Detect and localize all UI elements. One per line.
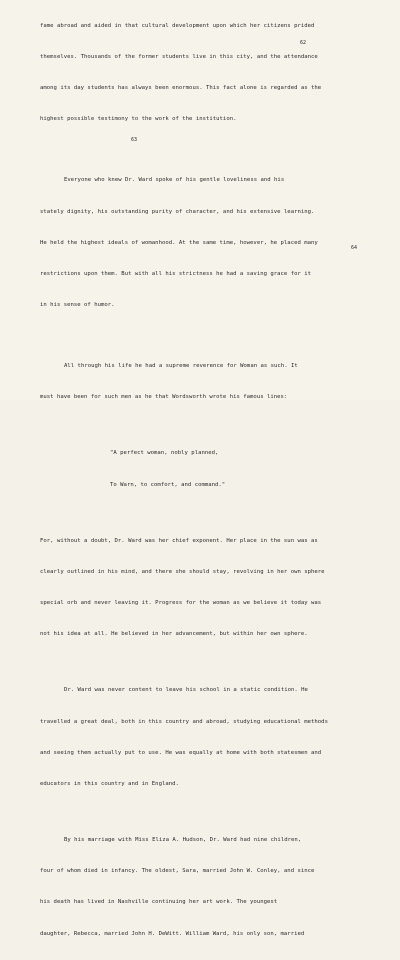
text-line: He held the highest ideals of womanhood. At the same time, however, he placed many	[40, 239, 318, 246]
text-line: restrictions upon them. But with all his strictness he had a saving grace for it	[40, 271, 312, 278]
text-line: must have been for such men as he that Wordsworth wrote his famous lines:	[40, 394, 288, 401]
text-line: fame abroad and aided in that cultural development upon which her citizens prided	[40, 22, 315, 29]
text-line: his death has lived in Nashville continuing her art work. The youngest	[40, 899, 278, 906]
text-line: By his marriage with Miss Eliza A. Hudson, Dr. Ward had nine children,	[64, 836, 302, 843]
quote-line: "A perfect woman, nobly planned,	[110, 450, 219, 457]
quote-line: To Warn, to comfort, and command."	[110, 481, 226, 488]
document-body	[40, 0, 392, 960]
text-line: highest possible testimony to the work of the institution.	[40, 116, 237, 123]
text-line: in his sense of humor.	[40, 302, 115, 309]
text-line: stately dignity, his outstanding purity of character, and his extensive learning.	[40, 208, 315, 215]
text-line: daughter, Rebecca, married John H. DeWitt. William Ward, his only son, married	[40, 930, 305, 937]
text-line: Dr. Ward was never content to leave his school in a static condition. He	[64, 687, 308, 694]
text-line: travelled a great deal, both in this country and abroad, studying educational methods	[40, 718, 328, 725]
text-line: not his idea at all. He believed in her advancement, but within her own sphere.	[40, 631, 308, 638]
text-line: All through his life he had a supreme reverence for Woman as such. It	[64, 363, 298, 370]
text-line: educators in this country and in England.	[40, 780, 179, 787]
text-line: among its day students has always been enormous. This fact alone is regarded as the	[40, 85, 322, 92]
text-line: special orb and never leaving it. Progress for the woman as we believe it today was	[40, 600, 322, 607]
text-line: four of whom died in infancy. The oldest, Sara, married John W. Conley, and since	[40, 868, 315, 875]
footnote-mark: 62	[300, 40, 307, 46]
text-line: For, without a doubt, Dr. Ward was her chief exponent. Her place in the sun was as	[40, 537, 318, 544]
footnote-mark: 64	[351, 245, 358, 251]
text-line: and seeing them actually put to use. He was equally at home with both statesmen and	[40, 749, 322, 756]
text-line: themselves. Thousands of the former students live in this city, and the attendance	[40, 54, 318, 61]
footnote-mark: 63	[131, 137, 138, 143]
text-line: clearly outlined in his mind, and there she should stay, revolving in her own sphere	[40, 568, 325, 575]
text-line: Everyone who knew Dr. Ward spoke of his gentle loveliness and his	[64, 177, 285, 184]
